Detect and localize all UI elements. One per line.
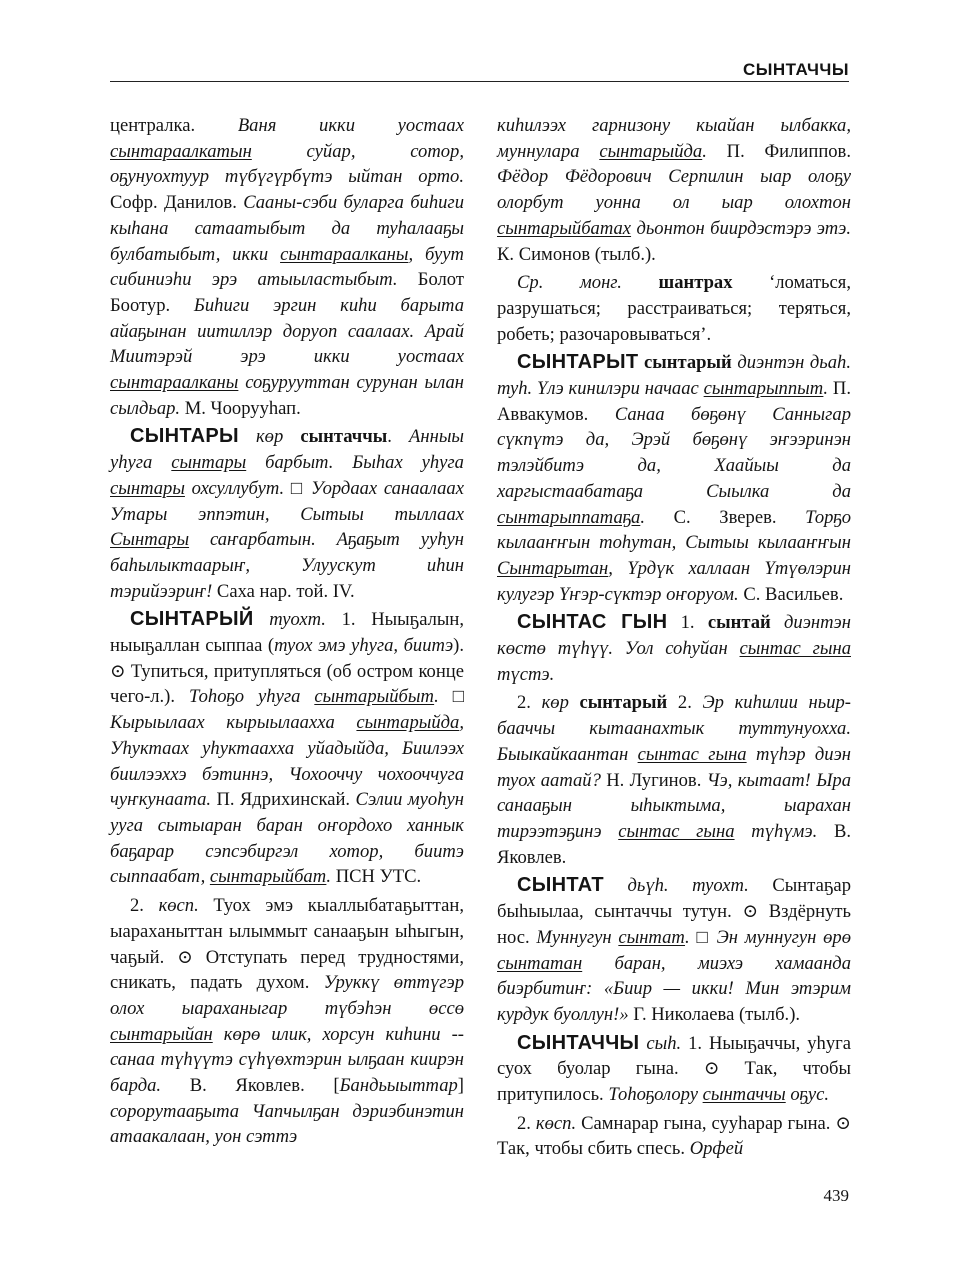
headword: СЫНТАРЫТ — [517, 351, 639, 374]
headword: СЫНТАС ГЫН — [517, 611, 668, 634]
left-column — [110, 113, 464, 1153]
entry-syntachchy-sense-2: 2. көсп. Самнарар гына, сууһарар гына. ⊙ Так, чтобы сбить спесь. Орфей — [497, 1112, 851, 1160]
entry-syntas-gyn: СЫНТАС ГЫН 1. сынтай диэнтэн көстө түһүү. Уол соһуйан сынтас гына түстэ. — [497, 611, 851, 685]
entry-syntat: СЫНТАТ дьүһ. туохт. Сынтаҕар быһыылаа, сынтаччы тутун. ⊙ Вздёрнуть нос. Муннугун сынтат. □ Эн муннугун өрө сынтатан баран, миэхэ хамаанда биэрбитиҥ: «Биир — икки! Мин этэрим курдук буоллун!» Г. Николаева (тылб.). — [497, 874, 852, 1025]
entry-syntary: СЫНТАРЫ көр сынтаччы. Анныы уһуга сынтары барбыт. Быһах уһуга сынтары охсуллубут. □ Уордаах санаалаах Утары эппэтин, Сытыы тыллаах Сынтары саҥарбатын. Аҕаҕыт ууһун баһылыктаарыҥ, Улуускут иһин тэрийээриҥ! Саха нар. той. IV. — [110, 425, 465, 602]
entry-continuation: централка. Ваня икки уостаах сынтараалкатын суйар, сотор, оҕунуохтуур түбүгүрбүтэ ыйтан орто. Софр. Данилов. Сааны-сэби буларга биһиги кыһана сатаатыбыт да туһалааҕы булбатыбыт, икки сынтараалканы, буут сибиниэһи эрэ атыыластыбыт. Болот Боотур. Биһиги эргин киһи барыта айаҕынан иитиллэр доруоп саалаах. Арай Миитэрэй эрэ икки уостаах сынтараалканы соҕурууттан сурунан ылан сылдьар. М. Чоорууһап. — [110, 115, 464, 419]
page-number: 439 — [823, 1186, 849, 1205]
entry-syntaryi: СЫНТАРЫЙ туохт. 1. Ныыҕалын, ныыҕаллан сыппаа (туох эмэ уһуга, биитэ). ⊙ Тупиться, притупляться (об остром конце чего-л.). Тоһоҕо уһуга сынтарыйбыт. □ Кырыылаах кырыылааххa сынтарыйда, Уһуктаах уһуктаахха уйадыйда, Биилээх биилээххэ бэтиннэ, Чохооччу чохооччуга чуҥкунаата. П. Ядрихинскай. Сэлии муоһун ууга сытыаран баран оҥордохо ханнык баҕарар сэпсэбиргэл хотор, биитэ сыппаабат, сынтарыйбат. ПСН УТС. — [110, 608, 465, 888]
headword: СЫНТАРЫЙ — [130, 608, 254, 631]
entry-syntaryt: СЫНТАРЫТ сынтарый диэнтэн дьаһ. туһ. Үлэ кинилэри начаас сынтарыппыт. П. Аввакумов. Санаа бөҕөнү Санныгар сүкпүтэ да, Эрэй бөҕөнү эҥээринэн тэлэйбитэ да, Хаайыы да харгыстаабатаҕа Сыылка да сынтарыппатаҕа. С. Зверев. Торҕо кылааҥҥын тоһутан, Сытыы кылааҥҥын Сынтарытан, Үрдүк халлаан Үтүөлэрин кулугэр Үҥэр-сүктэр оҥоруом. С. Васильев. — [497, 351, 851, 605]
etymology-note: Ср. монг. шантрах ‘ломаться, разрушаться; расстраиваться; теряться, робеть; разочаровываться’. — [497, 272, 851, 345]
headword: СЫНТАРЫ — [130, 425, 239, 448]
entry-continuation: киһилээх гарнизону кыайан ылбакка, муннулара сынтарыйда. П. Филиппов. Фёдор Фёдорович Серпилин ыар олоҕу олорбут уонна ол ыар олохтон сынтарыйбатах дьонтон биирдэстэрэ этэ. К. Симонов (тылб.). — [497, 115, 851, 265]
header-rule — [110, 81, 849, 82]
entry-syntas-gyn-sense-2: 2. көр сынтарый 2. Эр киһилии ньир-бааччы кытаанахтык туттунуохха. Быыкайкаантан сынтас гына түһэр диэн туох аатай? Н. Лугинов. Чэ, кытаат! Ыра санааҕын ыһыктыма, ыарахан тирээтэҕинэ сынтас гына түһүмэ. В. Яковлев. — [497, 692, 852, 868]
entry-syntachchy: СЫНТАЧЧЫ сыһ. 1. Ныыҕаччы, уһуга суох буолар гына. ⊙ Так, чтобы притупилось. Тоһоҕолору сынтаччы оҕус. — [497, 1031, 852, 1106]
running-header: СЫНТАЧЧЫ — [742, 60, 849, 79]
headword: СЫНТАЧЧЫ — [517, 1031, 640, 1054]
right-column — [497, 113, 851, 1165]
entry-syntaryi-sense-2: 2. көсп. Туох эмэ кыаллыбатаҕыттан, ыараханыттан ылыммыт санааҕын ыһыгын, чаҕый. ⊙ Отступать перед трудностями, сникать, падать духом. Уруккү өттүгэр олох ыараханыгар түбэһэн өссө сынтарыйан көрө илик, хорсун киһини -- санаа түһүүтэ сүһүөхтэрин ылҕаан киирэн барда. В. Яковлев. [Бандьыыттар] сорорутааҕыта Чапчылҕан дэриэбинэтин атаакалаан, уон сэттэ — [110, 895, 464, 1148]
headword: СЫНТАТ — [517, 874, 604, 897]
